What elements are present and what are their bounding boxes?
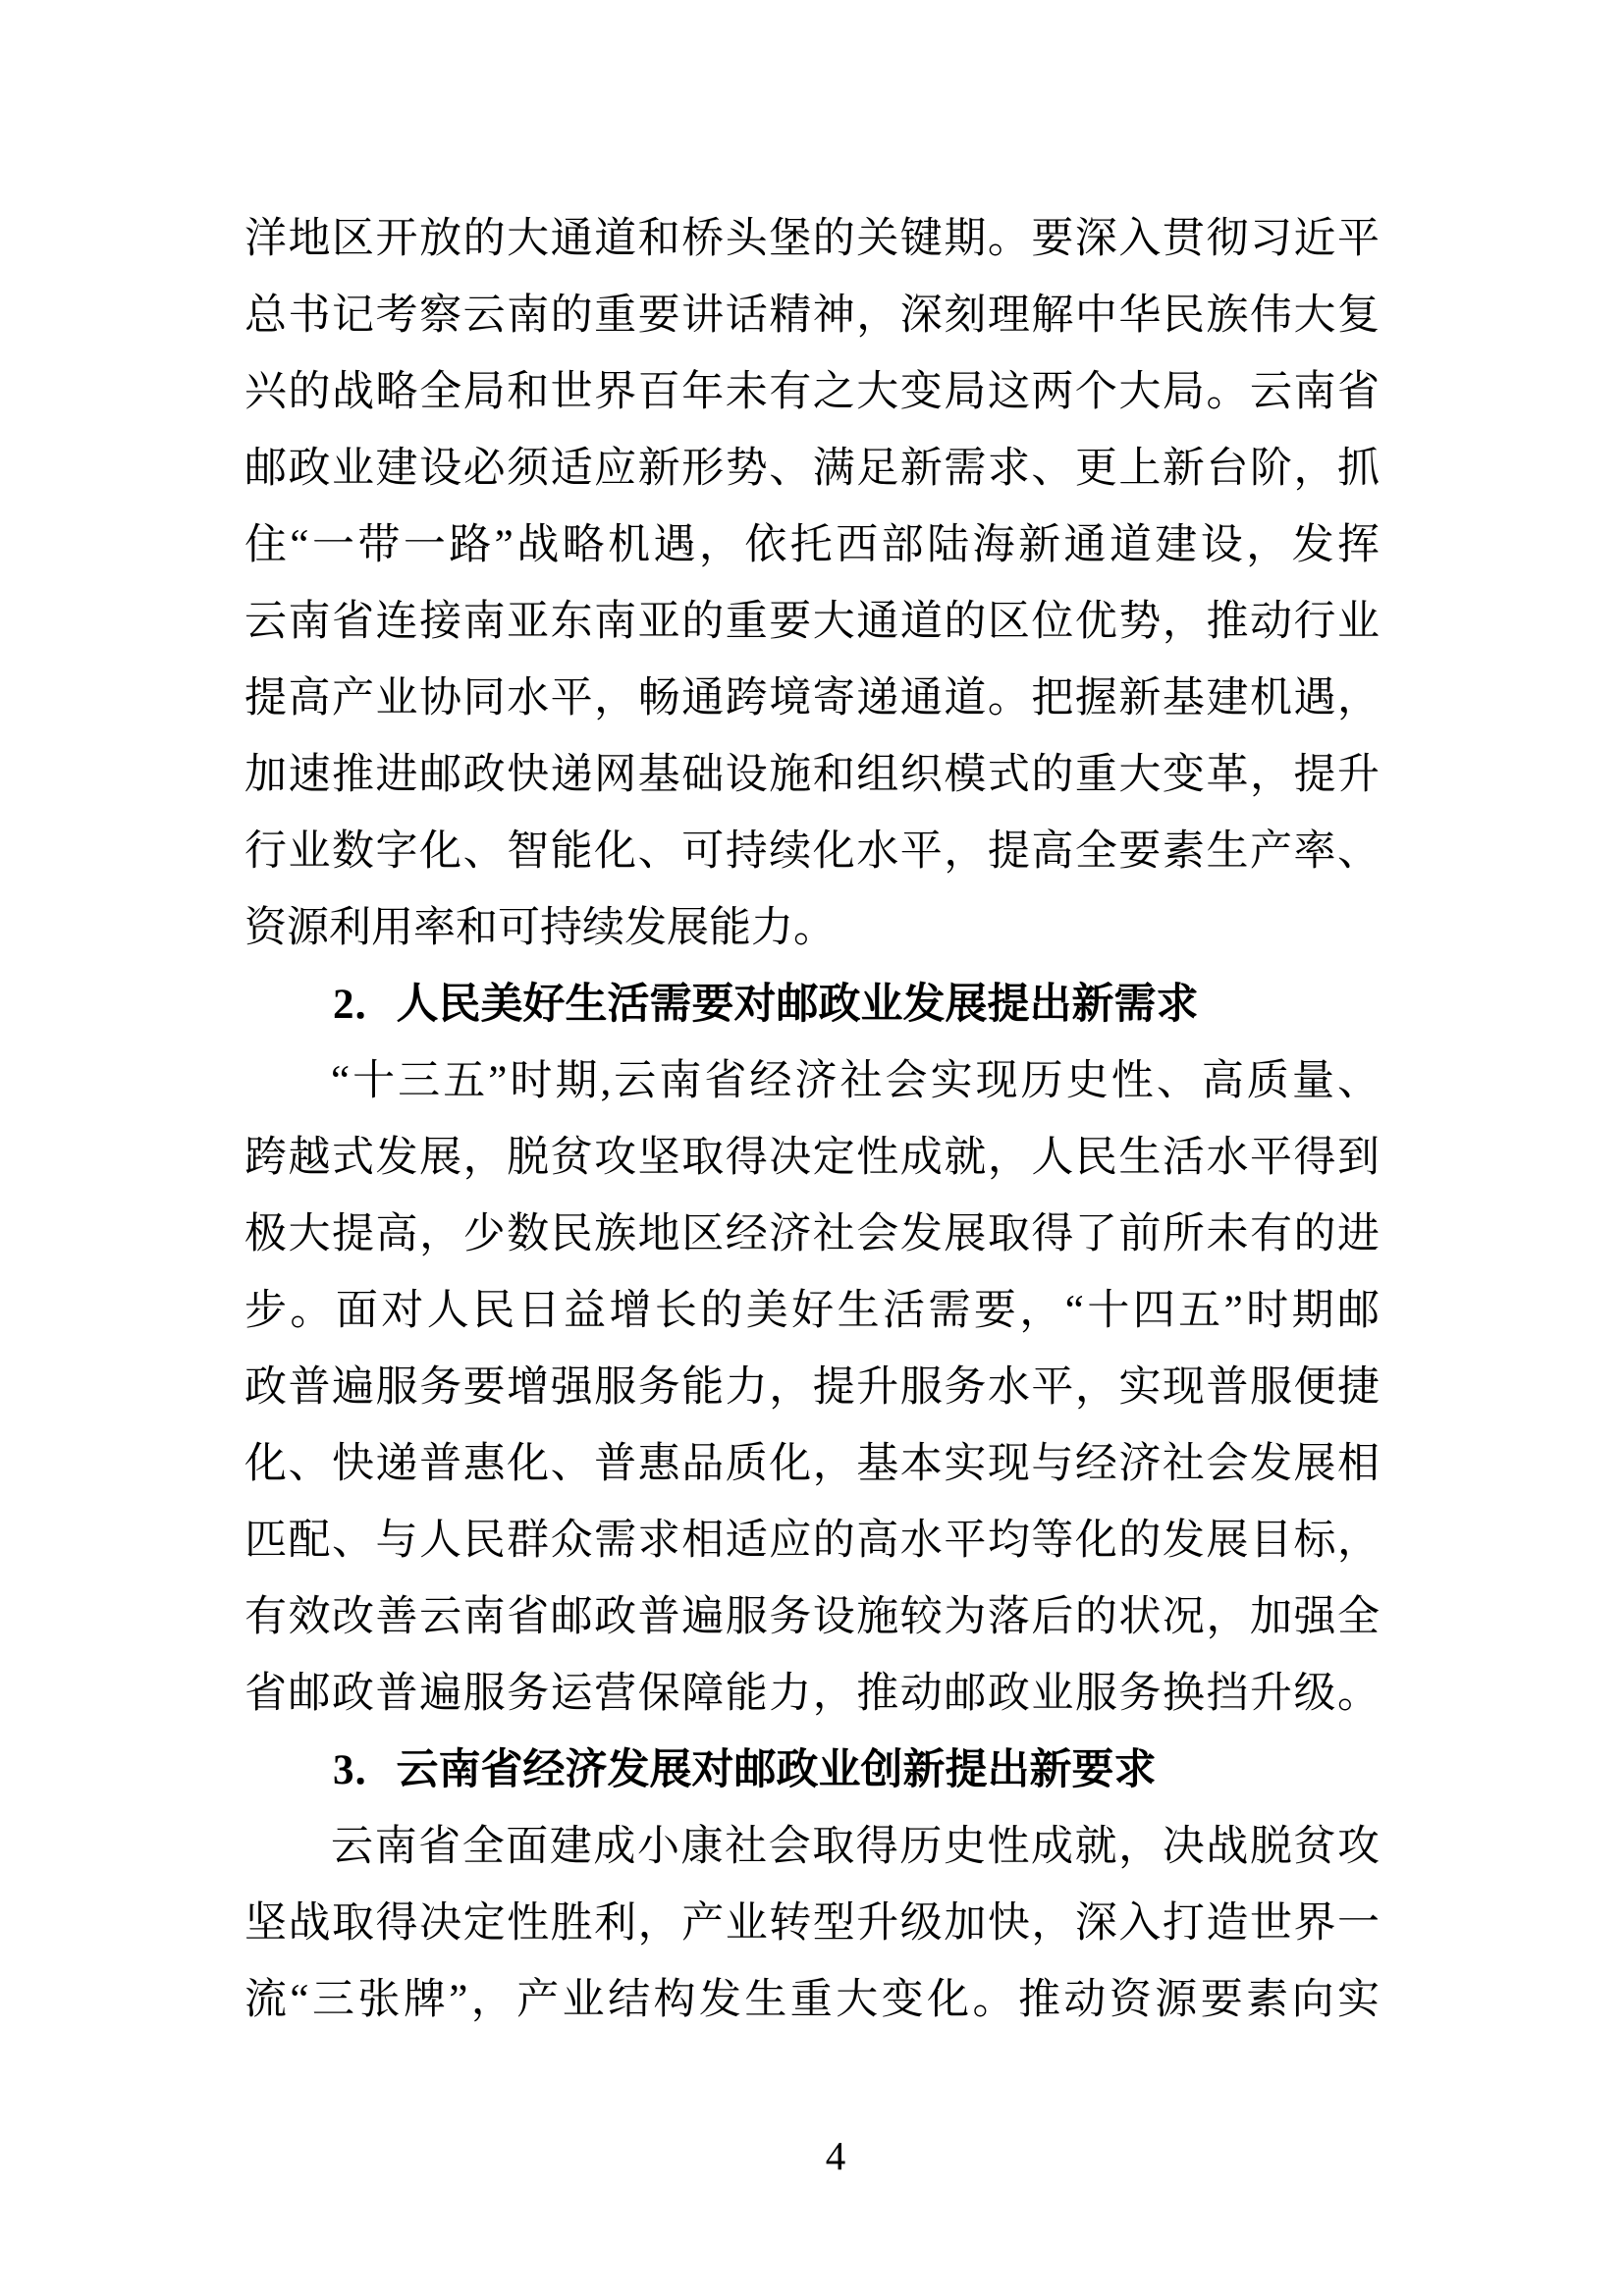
page-number: 4 [825,2133,846,2178]
text-line: “十三五”时期,云南省经济社会实现历史性、高质量、 [331,1058,1380,1104]
section-heading: 3．云南省经济发展对邮政业创新提出新要求 [333,1747,1157,1793]
text-line: 资源利用率和可持续发展能力。 [244,905,836,951]
text-line: 云南省连接南亚东南亚的重要大通道的区位优势，推动行业 [244,599,1380,645]
text-line: 步。面对人民日益增长的美好生活需要，“十四五”时期邮 [244,1288,1380,1334]
text-line: 邮政业建设必须适应新形势、满足新需求、更上新台阶，抓 [244,446,1380,492]
text-line: 洋地区开放的大通道和桥头堡的关键期。要深入贯彻习近平 [244,216,1380,262]
text-line: 住“一带一路”战略机遇，依托西部陆海新通道建设，发挥 [244,522,1380,568]
text-line: 提高产业协同水平，畅通跨境寄递通道。把握新基建机遇， [244,675,1380,721]
text-line: 坚战取得决定性胜利，产业转型升级加快，深入打造世界一 [244,1900,1380,1947]
text-line: 总书记考察云南的重要讲话精神，深刻理解中华民族伟大复 [244,293,1380,339]
text-line: 极大提高，少数民族地区经济社会发展取得了前所未有的进 [244,1211,1380,1257]
text-line: 有效改善云南省邮政普遍服务设施较为落后的状况，加强全 [244,1594,1380,1640]
text-line: 省邮政普遍服务运营保障能力，推动邮政业服务换挡升级。 [244,1671,1380,1717]
text-line: 行业数字化、智能化、可持续化水平，提高全要素生产率、 [244,828,1380,875]
text-line: 化、快递普惠化、普惠品质化，基本实现与经济社会发展相 [244,1441,1380,1487]
text-line: 匹配、与人民群众需求相适应的高水平均等化的发展目标， [244,1518,1380,1564]
text-line: 云南省全面建成小康社会取得历史性成就，决战脱贫攻 [331,1824,1380,1870]
text-line: 流“三张牌”，产业结构发生重大变化。推动资源要素向实 [244,1977,1380,2023]
text-line: 兴的战略全局和世界百年未有之大变局这两个大局。云南省 [244,369,1380,415]
body-text [244,201,1380,2039]
text-line: 政普遍服务要增强服务能力，提升服务水平，实现普服便捷 [244,1364,1380,1411]
section-heading: 2．人民美好生活需要对邮政业发展提出新需求 [333,982,1199,1028]
text-line: 跨越式发展，脱贫攻坚取得决定性成就，人民生活水平得到 [244,1135,1380,1181]
text-line: 加速推进邮政快递网基础设施和组织模式的重大变革，提升 [244,752,1380,798]
